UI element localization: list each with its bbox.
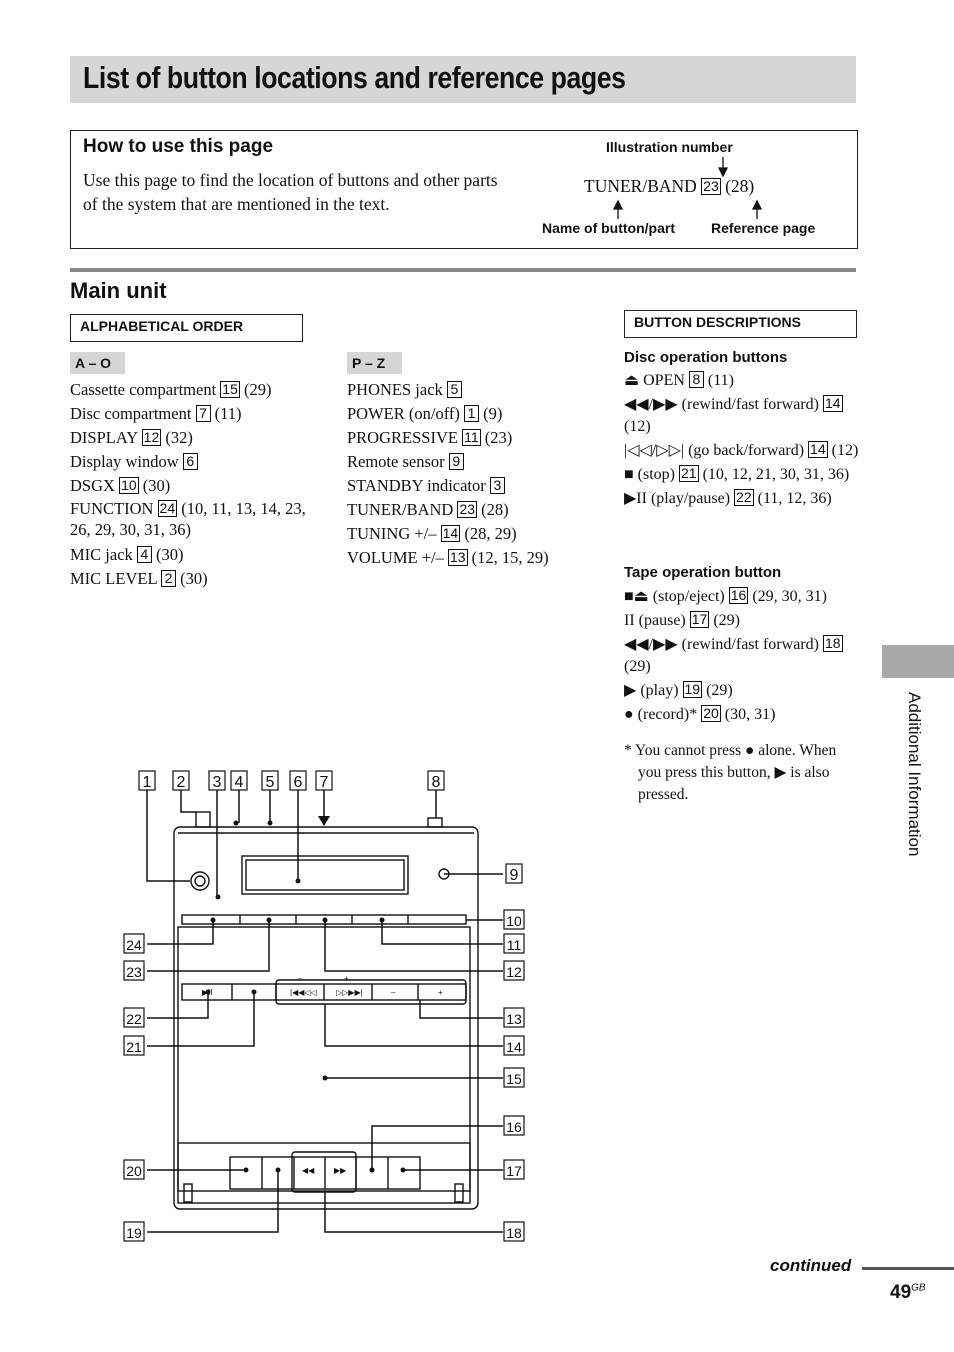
- tag-a-o: A – O: [70, 352, 125, 374]
- side-tab-label: Additional Information: [905, 692, 924, 857]
- svg-text:–: –: [391, 988, 396, 997]
- svg-text:4: 4: [234, 774, 244, 791]
- callout-20: [124, 1160, 144, 1179]
- svg-text:8: 8: [431, 774, 441, 791]
- reference-label: Reference page: [711, 220, 816, 236]
- svg-text:6: 6: [293, 774, 303, 791]
- callout-16: [504, 1116, 524, 1135]
- list-item: STANDBY indicator 3: [347, 474, 607, 498]
- callout-19: [124, 1222, 144, 1241]
- list-item: MIC LEVEL 2 (30): [70, 569, 208, 588]
- disc-heading: Disc operation buttons: [624, 349, 788, 366]
- svg-text:–: –: [298, 974, 303, 983]
- tape-list: [624, 586, 860, 728]
- how-to-heading: How to use this page: [83, 136, 274, 157]
- callout-1: [139, 771, 155, 791]
- side-tab: [882, 645, 954, 678]
- callout-13: [504, 1008, 524, 1027]
- callout-5: [262, 771, 278, 791]
- callout-22: [124, 1008, 144, 1027]
- svg-text:22: 22: [126, 1011, 142, 1027]
- svg-text:21: 21: [126, 1039, 142, 1055]
- svg-text:15: 15: [506, 1071, 522, 1087]
- how-to-arrows: [0, 0, 954, 260]
- main-unit-illustration: [0, 760, 620, 1260]
- continued-rule: [862, 1267, 954, 1270]
- svg-text:10: 10: [506, 913, 522, 929]
- svg-text:20: 20: [126, 1163, 142, 1179]
- svg-text:9: 9: [509, 867, 519, 884]
- svg-text:12: 12: [506, 964, 522, 980]
- list-item: PHONES jack 5: [347, 378, 607, 402]
- svg-text:14: 14: [506, 1039, 522, 1055]
- list-item: POWER (on/off) 1 (9): [347, 404, 503, 423]
- svg-text:◀◀: ◀◀: [302, 1166, 315, 1175]
- list-item: TUNER/BAND 23 (28): [347, 500, 509, 519]
- list-item: PROGRESSIVE 11 (23): [347, 428, 513, 447]
- svg-text:17: 17: [506, 1163, 522, 1179]
- svg-text:5: 5: [265, 774, 275, 791]
- svg-text:11: 11: [506, 937, 522, 953]
- svg-text:▶▶: ▶▶: [334, 1166, 347, 1175]
- continued-label: continued: [770, 1256, 852, 1275]
- how-to-body: Use this page to find the location of buttons and other parts of the system that are mentioned in the text.: [83, 170, 498, 214]
- list-item: MIC jack 4 (30): [70, 545, 184, 564]
- list-a-o: [70, 378, 310, 591]
- callout-15: [504, 1068, 524, 1087]
- tape-heading: Tape operation button: [624, 564, 782, 581]
- desc-item: II (pause) 17 (29): [624, 611, 740, 629]
- svg-text:18: 18: [506, 1225, 522, 1241]
- svg-text:+: +: [438, 988, 443, 997]
- callout-24: [124, 934, 144, 953]
- example-number: 23: [703, 178, 719, 194]
- example-pages: (28): [725, 176, 755, 196]
- desc-item: ● (record)* 20 (30, 31): [624, 705, 776, 723]
- button-desc-heading: BUTTON DESCRIPTIONS: [624, 310, 857, 338]
- svg-text:16: 16: [506, 1119, 522, 1135]
- alphabetical-heading: ALPHABETICAL ORDER: [70, 314, 303, 342]
- list-p-z: [347, 378, 607, 570]
- section-heading: Main unit: [70, 278, 167, 303]
- list-item: DSGX 10 (30): [70, 476, 171, 495]
- callout-3: [209, 771, 225, 791]
- callout-6: [290, 771, 306, 791]
- svg-text:13: 13: [506, 1011, 522, 1027]
- callout-4: [231, 771, 247, 791]
- callout-23: [124, 961, 144, 980]
- list-item: Display window 6: [70, 450, 310, 474]
- desc-item: ◀◀/▶▶ (rewind/fast forward) 14 (12): [624, 395, 841, 435]
- svg-text:24: 24: [126, 937, 142, 953]
- list-item: DISPLAY 12 (32): [70, 428, 193, 447]
- callout-14: [504, 1036, 524, 1055]
- section-rule: [70, 268, 856, 272]
- svg-text:2: 2: [176, 774, 186, 791]
- callout-17: [504, 1160, 524, 1179]
- callout-11: [504, 934, 524, 953]
- svg-text:▷▷▶▶|: ▷▷▶▶|: [336, 988, 363, 997]
- tag-p-z: P – Z: [347, 352, 402, 374]
- svg-text:3: 3: [212, 774, 222, 791]
- list-item: Cassette compartment 15 (29): [70, 380, 272, 399]
- svg-text:▶II: ▶II: [202, 988, 213, 997]
- desc-item: ■ (stop) 21 (10, 12, 21, 30, 31, 36): [624, 465, 850, 483]
- list-item: Disc compartment 7 (11): [70, 404, 242, 423]
- desc-item: ■⏏ (stop/eject) 16 (29, 30, 31): [624, 587, 827, 605]
- page-title: List of button locations and reference pages: [83, 60, 626, 95]
- callout-12: [504, 961, 524, 980]
- svg-text:7: 7: [319, 774, 329, 791]
- callout-21: [124, 1036, 144, 1055]
- callout-7: [316, 771, 332, 791]
- desc-item: ▶II (play/pause) 22 (11, 12, 36): [624, 489, 832, 507]
- example-name: TUNER/BAND: [584, 176, 697, 196]
- list-item: FUNCTION 24 (10, 11, 13, 14, 23, 26, 29, 30, 31, 36): [70, 499, 306, 539]
- callout-8: [428, 771, 444, 791]
- callout-10: [504, 910, 524, 929]
- page-number: $49^{GB}$: [890, 1282, 926, 1303]
- callout-18: [504, 1222, 524, 1241]
- list-item: TUNING +/– 14 (28, 29): [347, 524, 517, 543]
- disc-list: [624, 370, 860, 512]
- callout-2: [173, 771, 189, 791]
- callout-9: [506, 864, 522, 884]
- desc-item: ⏏ OPEN 8 (11): [624, 371, 734, 389]
- list-item: Remote sensor 9: [347, 450, 607, 474]
- list-item: VOLUME +/– 13 (12, 15, 29): [347, 548, 549, 567]
- svg-text:|◀◀◁◁: |◀◀◁◁: [290, 988, 317, 997]
- illustration-number-label: Illustration number: [606, 139, 733, 155]
- svg-text:23: 23: [126, 964, 142, 980]
- desc-item: ▶ (play) 19 (29): [624, 681, 733, 699]
- svg-text:19: 19: [126, 1225, 142, 1241]
- footnote: * You cannot press ● alone. When you press this button, ▶ is also pressed.: [624, 742, 837, 803]
- name-label: Name of button/part: [542, 220, 675, 236]
- desc-item: |◁◁/▷▷| (go back/forward) 14 (12): [624, 441, 859, 459]
- svg-text:+: +: [344, 974, 349, 983]
- desc-item: ◀◀/▶▶ (rewind/fast forward) 18 (29): [624, 635, 841, 675]
- svg-text:1: 1: [142, 774, 152, 791]
